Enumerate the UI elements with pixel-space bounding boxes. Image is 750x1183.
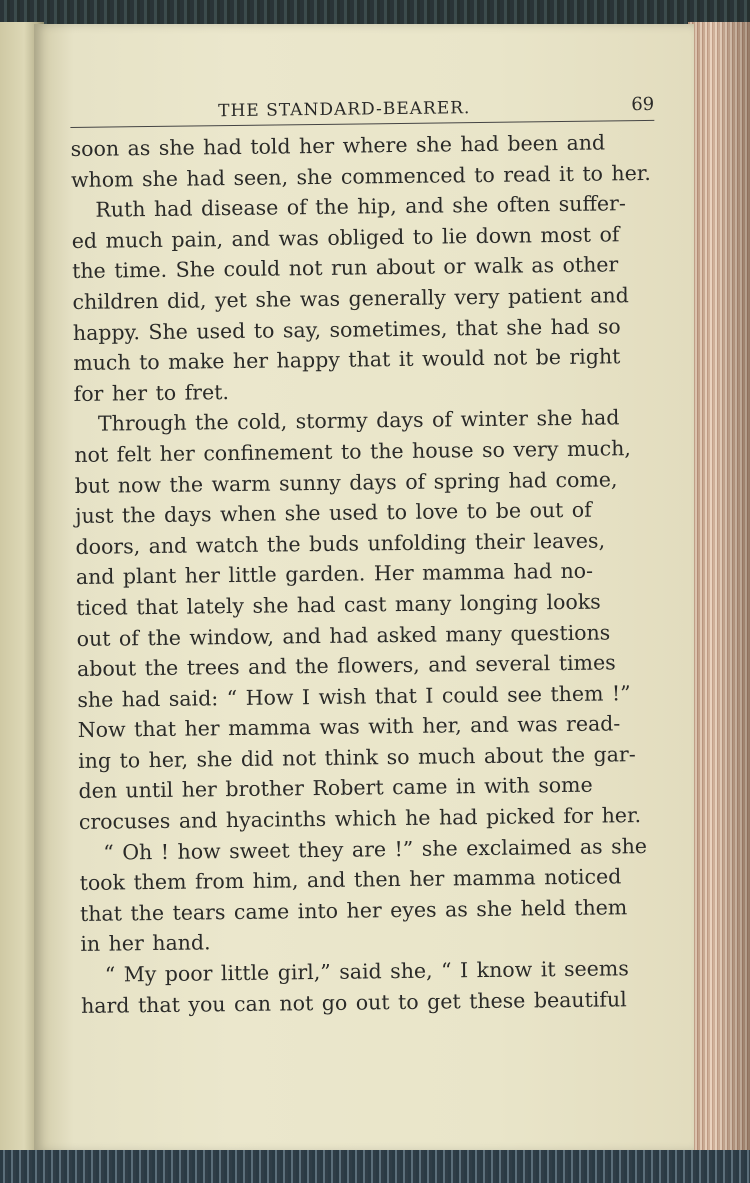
text-line: hard that you can not go out to get these beautiful <box>80 986 627 1018</box>
text-line: whom she had seen, she commenced to read it to her. <box>70 160 651 192</box>
text-line: ed much pain, and was obliged to lie down most of <box>71 222 620 253</box>
text-line: not felt her confinement to the house so very much, <box>74 436 631 467</box>
text-line: much to make her happy that it would not be right <box>73 344 621 376</box>
text-line: about the trees and the flowers, and several times <box>76 650 616 682</box>
text-line: Now that her mamma was with her, and was read- <box>77 711 621 743</box>
text-line: out of the window, and had asked many questions <box>76 619 611 651</box>
text-line: children did, yet she was generally very patient and <box>72 283 629 314</box>
text-line: Through the cold, stormy days of winter she had <box>97 405 620 437</box>
page-number: 69 <box>631 93 655 116</box>
text-line: the time. She could not run about or walk as other <box>72 252 619 284</box>
text-line: soon as she had told her where she had been and <box>70 130 606 161</box>
text-line: and plant her little garden. Her mamma had no- <box>75 558 594 590</box>
text-line: ticed that lately she had cast many longing looks <box>76 589 601 620</box>
page-content <box>70 88 671 1021</box>
text-line: in her hand. <box>80 930 211 957</box>
text-line: took them from him, and then her mamma noticed <box>79 864 622 896</box>
text-line: happy. She used to say, sometimes, that she had so <box>72 313 621 345</box>
text-line: crocuses and hyacinths which he had picked for her. <box>78 803 642 835</box>
binding-bottom-edge <box>0 1150 750 1183</box>
text-line: “ My poor little girl,” said she, “ I know it seems <box>104 956 629 987</box>
text-line: “ Oh ! how sweet they are !” she exclaimed as she <box>103 833 648 865</box>
running-title: THE STANDARD-BEARER. <box>218 98 471 122</box>
text-line: ing to her, she did not think so much about the gar- <box>77 742 636 773</box>
text-line: but now the warm sunny days of spring had come, <box>74 466 618 498</box>
text-line: she had said: “ How I wish that I could see them !” <box>77 680 631 712</box>
text-line: that the tears came into her eyes as she held them <box>79 895 628 926</box>
text-line: just the days when she used to love to be out of <box>74 497 592 529</box>
text-line: Ruth had disease of the hip, and she often suffer- <box>95 191 626 222</box>
text-line: doors, and watch the buds unfolding their leaves, <box>75 528 606 559</box>
text-line: den until her brother Robert came in with some <box>78 773 593 804</box>
fore-edge-shading <box>688 22 750 1157</box>
text-line: for her to fret. <box>73 379 230 406</box>
